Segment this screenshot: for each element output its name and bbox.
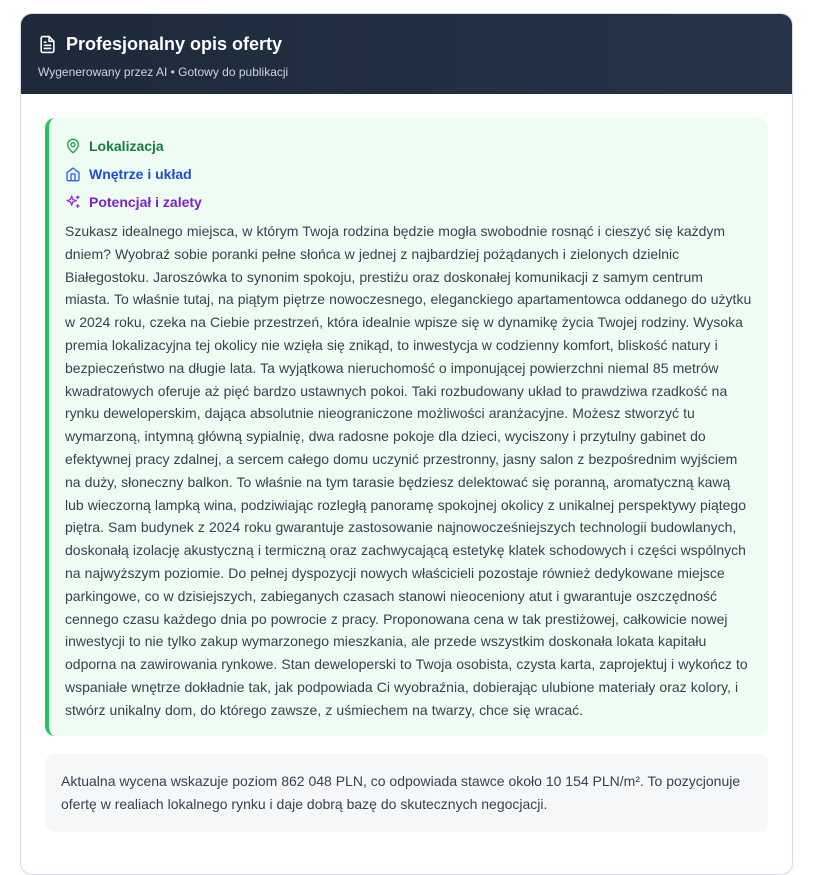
card-body [21,94,792,832]
map-pin-icon [65,138,81,154]
section-location [65,132,752,160]
section-potential [65,188,752,216]
section-interior [65,160,752,188]
card-header [21,14,792,94]
offer-description-text: Szukasz idealnego miejsca, w którym Twoja rodzina będzie mogła swobodnie rosnąć i cieszyć się każdym dniem? Wyobraź sobie poranki pełne słońca w jednej z najbardziej pożądanych i zielonych dzielnic Białegostoku. Jaroszówka to synonim spokoju, prestiżu oraz doskonałej komunikacji z samym centrum miasta. To właśnie tutaj, na piątym piętrze nowoczesnego, eleganckiego apartamentowca oddanego do użytku w 2024 roku, czeka na Ciebie przestrzeń, która idealnie wpisze się w dynamikę życia Twojej rodziny. Wysoka premia lokalizacyjna tej okolicy nie wzięła się znikąd, to inwestycja w codzienny komfort, bliskość natury i bezpieczeństwo na długie lata. Ta wyjątkowa nieruchomość o imponującej powierzchni niemal 85 metrów kwadratowych oferuje aż pięć bardzo ustawnych pokoi. Taki rozbudowany układ to prawdziwa rzadkość na rynku deweloperskim, dająca absolutnie nieograniczone możliwości aranżacyjne. Możesz stworzyć tu wymarzoną, intymną główną sypialnię, dwa radosne pokoje dla dzieci, wyciszony i przytulny gabinet do efektywnej pracy zdalnej, a sercem całego domu uczynić przestronny, jasny salon z bezpośrednim wyjściem na duży, słoneczny balkon. To właśnie na tym tarasie będziesz delektować się poranną, aromatyczną kawą lub wieczorną lampką wina, podziwiając rozległą panoramę spokojnej okolicy z unikalnej perspektywy piątego piętra. Sam budynek z 2024 roku gwarantuje zastosowanie najnowocześniejszych technologii budowlanych, doskonałą izolację akustyczną i termiczną oraz zachwycającą estetykę klatek schodowych i części wspólnych na najwyższym poziomie. Do pełnej dyspozycji nowych właścicieli pozostaje również dedykowane miejsce parkingowe, co w dzisiejszych, zabieganych czasach stanowi nieoceniony atut i gwarantuje oszczędność cennego czasu każdego dnia po powrocie z pracy. Proponowana cena w tak prestiżowej, całkowicie nowej inwestycji to nie tylko zakup wymarzonego mieszkania, ale przede wszystkim doskonała lokata kapitału odporna na zawirowania rynkowe. Stan deweloperski to Twoja osobista, czysta karta, zaprojektuj i wykończ to wspaniałe wnętrze dokładnie tak, jak podpowiada Ci wyobraźnia, dobierając ulubione materiały oraz kolory, i stwórz unikalny dom, do którego zawsze, z uśmiechem na twarzy, chce się wracać. [65,223,752,718]
valuation-text: Aktualna wycena wskazuje poziom 862 048 PLN, co odpowiada stawce około 10 154 PLN/m². To pozycjonuje ofertę w realiach lokalnego rynku i daje dobrą bazę do skutecznych negocjacji. [61,772,741,812]
section-location-label: Lokalizacja [89,138,164,154]
section-potential-label: Potencjał i zalety [89,194,202,210]
valuation-box [45,754,768,832]
document-icon [38,35,57,54]
offer-description-card [20,13,793,875]
title-row [38,14,775,55]
page-title: Profesjonalny opis oferty [66,34,283,54]
page-subtitle: Wygenerowany przez AI • Gotowy do publikacji [38,65,289,79]
section-interior-label: Wnętrze i układ [89,166,192,182]
sparkles-icon [65,194,81,210]
description-box [45,118,768,736]
home-icon [65,166,81,182]
